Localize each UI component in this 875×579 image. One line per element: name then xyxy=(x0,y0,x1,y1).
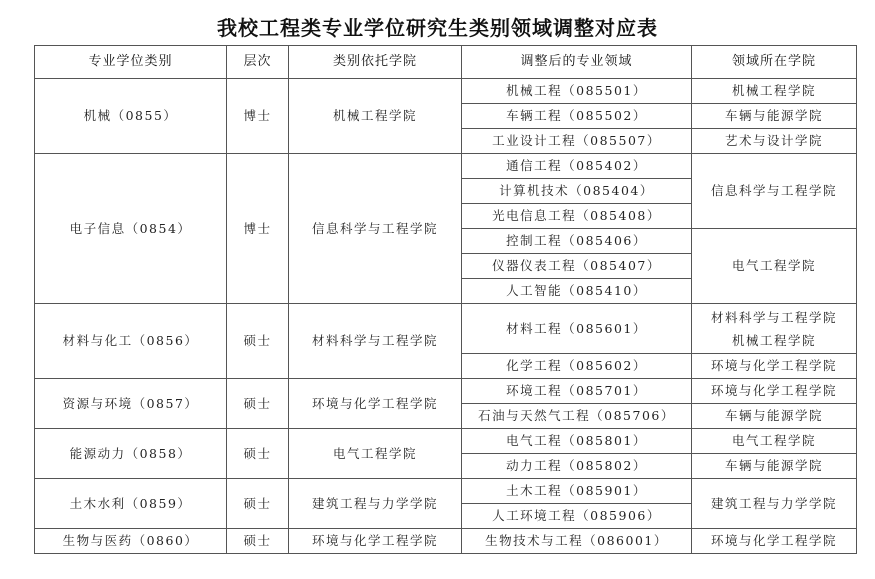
college-cell: 建筑工程与力学学院 xyxy=(289,479,462,529)
field-college-cell: 电气工程学院 xyxy=(692,429,857,454)
field-cell: 化学工程（085602） xyxy=(462,354,692,379)
field-college-cell: 艺术与设计学院 xyxy=(692,129,857,154)
college-cell: 信息科学与工程学院 xyxy=(289,154,462,304)
level-cell: 硕士 xyxy=(227,529,289,554)
table-row xyxy=(35,79,857,104)
field-college-cell: 电气工程学院 xyxy=(692,229,857,304)
table-row xyxy=(35,429,857,454)
field-college-cell: 环境与化学工程学院 xyxy=(692,354,857,379)
category-cell: 资源与环境（0857） xyxy=(35,379,227,429)
field-college-line: 机械工程学院 xyxy=(731,332,816,348)
field-college-cell: 环境与化学工程学院 xyxy=(692,529,857,554)
field-cell: 机械工程（085501） xyxy=(462,79,692,104)
field-cell: 生物技术与工程（086001） xyxy=(462,529,692,554)
field-cell: 电气工程（085801） xyxy=(462,429,692,454)
field-college-cell: 机械工程学院 xyxy=(692,79,857,104)
level-cell: 硕士 xyxy=(227,429,289,479)
field-college-cell: 建筑工程与力学学院 xyxy=(692,479,857,529)
field-cell: 通信工程（085402） xyxy=(462,154,692,179)
header-category: 专业学位类别 xyxy=(35,46,227,79)
field-college-cell: 车辆与能源学院 xyxy=(692,404,857,429)
category-cell: 材料与化工（0856） xyxy=(35,304,227,379)
category-cell: 能源动力（0858） xyxy=(35,429,227,479)
level-cell: 硕士 xyxy=(227,479,289,529)
field-cell: 仪器仪表工程（085407） xyxy=(462,254,692,279)
category-cell: 生物与医药（0860） xyxy=(35,529,227,554)
college-cell: 材料科学与工程学院 xyxy=(289,304,462,379)
field-cell: 动力工程（085802） xyxy=(462,454,692,479)
field-college-cell: 环境与化学工程学院 xyxy=(692,379,857,404)
table-row xyxy=(35,304,857,354)
category-cell: 机械（0855） xyxy=(35,79,227,154)
header-field: 调整后的专业领域 xyxy=(462,46,692,79)
level-cell: 硕士 xyxy=(227,379,289,429)
field-cell: 石油与天然气工程（085706） xyxy=(462,404,692,429)
header-college: 类别依托学院 xyxy=(289,46,462,79)
field-cell: 光电信息工程（085408） xyxy=(462,204,692,229)
college-cell: 机械工程学院 xyxy=(289,79,462,154)
field-cell: 材料工程（085601） xyxy=(462,304,692,354)
table-row xyxy=(35,379,857,404)
college-cell: 环境与化学工程学院 xyxy=(289,529,462,554)
table-row xyxy=(35,154,857,179)
field-college-line: 材料科学与工程学院 xyxy=(710,309,837,325)
field-college-cell: 车辆与能源学院 xyxy=(692,104,857,129)
field-cell: 环境工程（085701） xyxy=(462,379,692,404)
field-cell: 人工环境工程（085906） xyxy=(462,504,692,529)
field-cell: 工业设计工程（085507） xyxy=(462,129,692,154)
level-cell: 博士 xyxy=(227,79,289,154)
category-cell: 土木水利（0859） xyxy=(35,479,227,529)
field-college-cell: 车辆与能源学院 xyxy=(692,454,857,479)
college-cell: 环境与化学工程学院 xyxy=(289,379,462,429)
header-field-college: 领域所在学院 xyxy=(692,46,857,79)
table-row xyxy=(35,529,857,554)
college-cell: 电气工程学院 xyxy=(289,429,462,479)
field-college-cell: 信息科学与工程学院 xyxy=(692,154,857,229)
field-college-cell xyxy=(692,304,857,354)
field-cell: 土木工程（085901） xyxy=(462,479,692,504)
table-header-row xyxy=(35,46,857,79)
field-cell: 车辆工程（085502） xyxy=(462,104,692,129)
level-cell: 博士 xyxy=(227,154,289,304)
header-level: 层次 xyxy=(227,46,289,79)
mapping-table xyxy=(34,45,857,554)
level-cell: 硕士 xyxy=(227,304,289,379)
field-cell: 人工智能（085410） xyxy=(462,279,692,304)
field-cell: 控制工程（085406） xyxy=(462,229,692,254)
table-row xyxy=(35,479,857,504)
category-cell: 电子信息（0854） xyxy=(35,154,227,304)
page-title: 我校工程类专业学位研究生类别领域调整对应表 xyxy=(217,16,658,40)
field-cell: 计算机技术（085404） xyxy=(462,179,692,204)
